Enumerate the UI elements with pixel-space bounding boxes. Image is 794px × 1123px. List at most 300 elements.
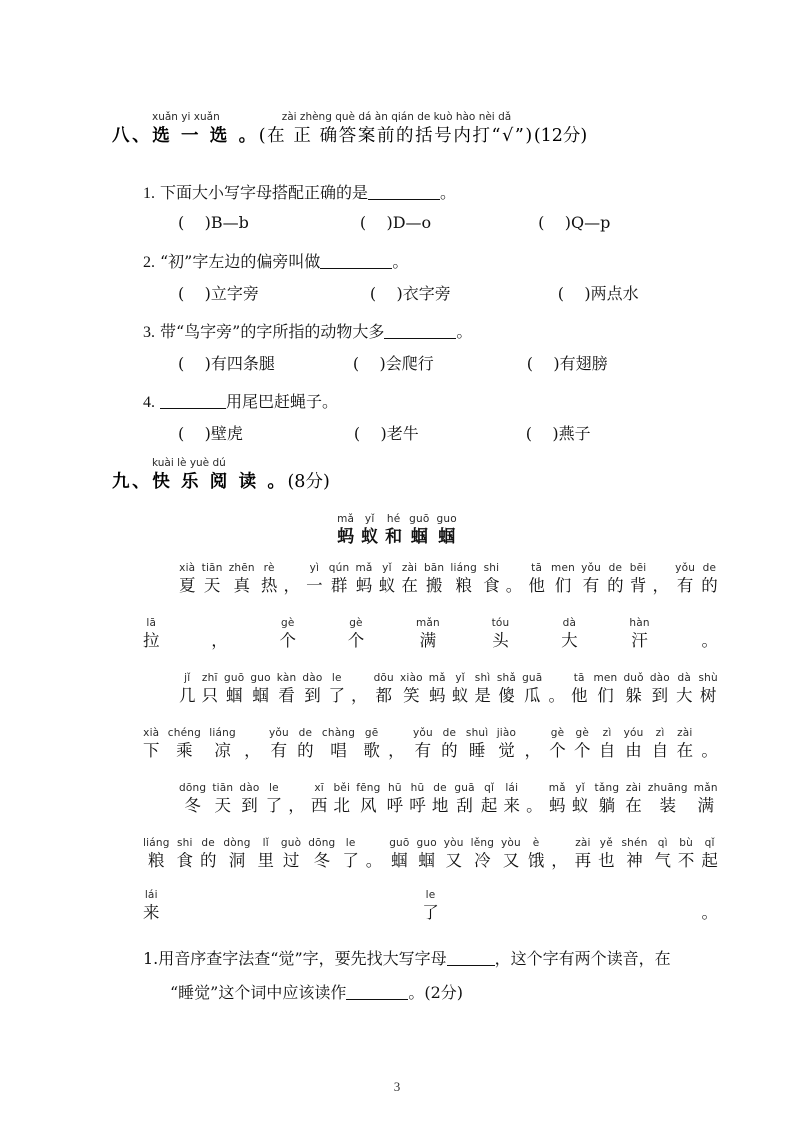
pinyin-hanzi-unit xyxy=(622,837,648,872)
pinyin-hanzi-unit xyxy=(351,672,368,707)
hanzi-character: 个 xyxy=(574,741,591,760)
reading-question-1-text-c: “睡觉”这个词中应该读作 xyxy=(170,983,347,1002)
pinyin-hanzi-unit xyxy=(297,727,314,762)
pinyin-hanzi-unit xyxy=(678,837,695,872)
section-nine-title: 快 乐 阅 读 。 xyxy=(152,472,288,492)
pinyin-hanzi-unit xyxy=(211,617,228,652)
pinyin-syllable: guō xyxy=(409,513,430,525)
section-nine-heading-line xyxy=(112,470,330,495)
hanzi-character: 自 xyxy=(651,741,669,760)
spacer xyxy=(275,352,353,375)
hanzi-character: 唱 xyxy=(330,741,347,760)
hanzi-character: ， xyxy=(388,741,405,760)
pinyin-hanzi-unit xyxy=(625,782,642,817)
pinyin-syllable: chéng xyxy=(167,727,201,739)
pinyin-hanzi-unit xyxy=(650,672,670,707)
pinyin-hanzi-unit xyxy=(575,837,592,872)
pinyin-syllable: guo xyxy=(416,837,437,849)
pinyin-syllable xyxy=(372,837,376,850)
pinyin-hanzi-unit xyxy=(269,727,289,762)
pinyin-hanzi-unit xyxy=(548,672,565,707)
hanzi-character: 冬 xyxy=(184,796,201,815)
hanzi-character: 。 xyxy=(365,851,383,870)
hanzi-character: 真 xyxy=(233,576,250,595)
hanzi-character: 凉 xyxy=(214,741,231,760)
passage-line-content xyxy=(143,837,718,872)
pinyin-syllable: jiào xyxy=(496,727,517,739)
pinyin-hanzi-unit xyxy=(374,672,394,707)
bracket-open: ( xyxy=(178,213,185,232)
pinyin-hanzi-unit xyxy=(481,782,498,817)
pinyin-syllable: zài xyxy=(401,562,418,574)
pinyin-hanzi-unit xyxy=(524,727,541,762)
pinyin-syllable: zhī xyxy=(201,672,218,684)
bracket-close: ) xyxy=(380,424,387,443)
hanzi-character: 地 xyxy=(431,796,449,815)
reading-question-1-text-d: 。(2分) xyxy=(408,983,464,1002)
hanzi-character: 们 xyxy=(554,576,572,595)
question-4-option-1[interactable] xyxy=(178,422,243,445)
section-eight-heading-line xyxy=(112,124,587,149)
pinyin-hanzi-unit xyxy=(701,562,718,597)
section-eight-instruction-pinyin: zài zhèng què dá àn qián de kuò hào nèi dǎ xyxy=(281,111,512,123)
hanzi-character: 大 xyxy=(561,631,578,650)
pinyin-syllable: yě xyxy=(599,837,613,849)
pinyin-hanzi-unit xyxy=(329,562,350,597)
pinyin-syllable: gè xyxy=(280,617,295,629)
pinyin-hanzi-unit xyxy=(143,617,160,652)
question-2-text: “初”字左边的偏旁叫做 xyxy=(160,252,321,271)
pinyin-syllable: bēi xyxy=(629,562,647,574)
hanzi-character: 呼 xyxy=(386,796,404,815)
pinyin-syllable: mǎn xyxy=(415,617,440,629)
pinyin-hanzi-unit xyxy=(574,727,591,762)
question-4-option-3[interactable] xyxy=(526,422,591,445)
pinyin-hanzi-unit xyxy=(653,562,670,597)
spacer xyxy=(243,422,354,445)
section-eight-heading xyxy=(112,111,587,149)
pinyin-hanzi-unit xyxy=(474,672,491,707)
pinyin-hanzi-unit xyxy=(607,562,624,597)
hanzi-character: 又 xyxy=(502,851,520,870)
spacer xyxy=(451,282,558,305)
hanzi-character: 蝈 xyxy=(418,851,435,870)
hanzi-character: 由 xyxy=(625,741,642,760)
passage-title-line xyxy=(337,513,457,548)
pinyin-hanzi-unit xyxy=(694,782,718,817)
bracket-open: ( xyxy=(178,284,185,303)
hanzi-character: 拉 xyxy=(143,631,160,650)
pinyin-hanzi-unit xyxy=(471,837,495,872)
hanzi-character: 饿 xyxy=(527,851,545,870)
reading-question-1-text-a: 用音序查字法查“觉”字，要先找大写字母 xyxy=(158,949,447,968)
pinyin-syllable: yǒu xyxy=(412,727,433,739)
hanzi-character: 瓜 xyxy=(523,686,541,705)
hanzi-character: 起 xyxy=(701,851,718,870)
passage-line-content xyxy=(179,782,718,817)
bracket-close: ) xyxy=(564,213,571,232)
hanzi-character: 刮 xyxy=(456,796,473,815)
bracket-open: ( xyxy=(352,354,360,373)
hanzi-character: 再 xyxy=(574,851,592,870)
hanzi-character: 有 xyxy=(582,576,600,595)
pinyin-syllable: dōng xyxy=(308,837,336,849)
hanzi-character: 蝈 xyxy=(410,527,428,547)
hanzi-character: 的 xyxy=(199,851,217,870)
pinyin-hanzi-unit xyxy=(261,562,278,597)
hanzi-character: 冬 xyxy=(313,851,331,870)
question-2-option-1-label: 立字旁 xyxy=(210,284,259,303)
question-2-number: 2. xyxy=(143,254,155,271)
hanzi-character: 冷 xyxy=(474,851,491,870)
question-2-stem xyxy=(143,250,408,274)
pinyin-syllable xyxy=(533,782,537,795)
pinyin-hanzi-unit xyxy=(422,889,439,924)
hanzi-character: 个 xyxy=(347,631,365,650)
pinyin-syllable: yòu xyxy=(443,837,464,849)
pinyin-hanzi-unit xyxy=(652,727,669,762)
pinyin-hanzi-unit xyxy=(143,837,170,872)
pinyin-hanzi-unit xyxy=(302,672,322,707)
pinyin-hanzi-unit xyxy=(526,782,543,817)
hanzi-character: 有 xyxy=(414,741,432,760)
pinyin-syllable xyxy=(708,617,712,630)
pinyin-syllable: dōng xyxy=(179,782,207,794)
pinyin-syllable: běi xyxy=(333,782,351,794)
question-3-option-2[interactable] xyxy=(353,352,434,375)
pinyin-hanzi-unit xyxy=(284,562,301,597)
pinyin-hanzi-unit xyxy=(501,837,521,872)
pinyin-syllable: dà xyxy=(562,617,577,629)
section-nine-heading xyxy=(112,457,330,495)
pinyin-syllable: men xyxy=(593,672,618,684)
pinyin-syllable: tiān xyxy=(212,782,234,794)
pinyin-syllable: zì xyxy=(602,727,612,739)
hanzi-character: 歌 xyxy=(363,741,380,760)
question-1-blank[interactable] xyxy=(368,199,440,200)
hanzi-character: 了 xyxy=(422,903,439,922)
pinyin-hanzi-unit xyxy=(441,727,458,762)
pinyin-hanzi-unit xyxy=(623,672,643,707)
hanzi-character: 他 xyxy=(570,686,588,705)
hanzi-character: 看 xyxy=(278,686,295,705)
pinyin-syllable: lā xyxy=(146,617,157,629)
pinyin-syllable: qǐ xyxy=(704,837,715,849)
hanzi-character: 蚁 xyxy=(451,686,469,705)
pinyin-syllable: gē xyxy=(364,727,379,739)
pinyin-syllable: zài xyxy=(677,727,693,739)
question-3-option-1-label: 有四条腿 xyxy=(210,354,275,373)
question-1-option-1[interactable] xyxy=(178,211,249,234)
pinyin-syllable: liáng xyxy=(143,837,170,849)
pinyin-hanzi-unit xyxy=(400,672,423,707)
pinyin-syllable: le xyxy=(331,672,342,684)
question-1-number: 1. xyxy=(143,185,155,202)
pinyin-hanzi-unit xyxy=(281,837,301,872)
hanzi-character: 蝈 xyxy=(391,851,408,870)
hanzi-character: 个 xyxy=(549,741,566,760)
spacer xyxy=(434,352,527,375)
reading-question-1-line-1 xyxy=(143,946,671,972)
hanzi-character: 蝈 xyxy=(438,527,456,547)
pinyin-hanzi-unit xyxy=(581,562,601,597)
hanzi-character: 风 xyxy=(360,796,377,815)
pinyin-syllable: dào xyxy=(649,672,670,684)
hanzi-character: 蝈 xyxy=(225,686,243,705)
pinyin-syllable: yǒu xyxy=(268,727,289,739)
reading-question-1-blank-2[interactable] xyxy=(346,999,408,1000)
hanzi-character: 到 xyxy=(304,686,321,705)
pinyin-hanzi-unit xyxy=(429,672,446,707)
bracket-close: ) xyxy=(553,354,560,373)
bracket-close: ) xyxy=(204,284,211,303)
section-nine-title-pinyin: kuài lè yuè dú xyxy=(152,457,226,469)
pinyin-syllable: guō xyxy=(389,837,410,849)
hanzi-character: 粮 xyxy=(455,576,472,595)
pinyin-hanzi-unit xyxy=(306,562,323,597)
hanzi-character: ， xyxy=(652,576,670,595)
question-2-option-1[interactable] xyxy=(178,282,259,305)
pinyin-syllable: jǐ xyxy=(184,672,191,684)
page-number: 3 xyxy=(393,1079,401,1094)
question-3-option-3-label: 有翅膀 xyxy=(559,354,608,373)
question-3-blank[interactable] xyxy=(384,338,456,339)
pinyin-syllable: xià xyxy=(179,562,196,574)
pinyin-syllable xyxy=(395,727,399,740)
pinyin-hanzi-unit xyxy=(654,837,671,872)
reading-question-1-blank-1[interactable] xyxy=(447,965,495,966)
hanzi-character: 树 xyxy=(699,686,717,705)
hanzi-character: 蚁 xyxy=(571,796,589,815)
section-eight-pinyin-row xyxy=(112,111,587,124)
pinyin-hanzi-unit xyxy=(258,837,275,872)
pinyin-syllable: tǎng xyxy=(594,782,620,794)
pinyin-syllable xyxy=(295,782,299,795)
question-1-option-2-label: D—o xyxy=(392,213,432,232)
question-3-stem xyxy=(143,320,472,344)
bracket-close: ) xyxy=(386,213,393,232)
pinyin-syllable: de xyxy=(201,837,215,849)
hanzi-character: ， xyxy=(351,686,368,705)
passage-line-content xyxy=(179,672,718,707)
pinyin-syllable: fēng xyxy=(356,782,381,794)
question-2-option-2[interactable] xyxy=(370,282,451,305)
pinyin-hanzi-unit xyxy=(356,782,380,817)
section-eight-title-pinyin: xuǎn yi xuǎn xyxy=(152,111,220,123)
pinyin-syllable: yǐ xyxy=(364,513,375,525)
hanzi-character: 头 xyxy=(492,631,509,650)
pinyin-syllable: shù xyxy=(698,672,718,684)
hanzi-character: 满 xyxy=(697,796,714,815)
pinyin-syllable: hàn xyxy=(629,617,650,629)
pinyin-hanzi-unit xyxy=(629,617,649,652)
hanzi-character: 。 xyxy=(526,796,543,815)
pinyin-hanzi-unit xyxy=(179,782,206,817)
pinyin-syllable: de xyxy=(608,562,623,574)
pinyin-syllable: yǒu xyxy=(581,562,601,574)
pinyin-hanzi-unit xyxy=(675,562,695,597)
pinyin-syllable: shì xyxy=(474,672,491,684)
question-4-options xyxy=(178,422,591,445)
pinyin-syllable: guò xyxy=(280,837,302,849)
question-3-option-3[interactable] xyxy=(527,352,608,375)
pinyin-syllable xyxy=(358,672,362,685)
question-4-stem xyxy=(143,390,338,414)
bracket-close: ) xyxy=(204,424,211,443)
hanzi-character: 气 xyxy=(654,851,671,870)
question-2-options xyxy=(178,282,639,305)
pinyin-syllable xyxy=(708,727,712,740)
pinyin-hanzi-unit xyxy=(424,562,444,597)
pinyin-syllable: liáng xyxy=(450,562,478,574)
hanzi-character: 觉 xyxy=(498,741,515,760)
pinyin-hanzi-unit xyxy=(497,672,516,707)
pinyin-hanzi-unit xyxy=(244,727,261,762)
hanzi-character: 躺 xyxy=(598,796,616,815)
passage-title xyxy=(0,513,794,548)
hanzi-character: ， xyxy=(283,576,301,595)
hanzi-character: 在 xyxy=(676,741,694,760)
pinyin-syllable: lǐ xyxy=(262,837,269,849)
hanzi-character: 食 xyxy=(176,851,194,870)
hanzi-character: 夏 xyxy=(179,576,196,595)
section-nine-score: (8分) xyxy=(287,472,330,492)
pinyin-hanzi-unit xyxy=(337,513,354,548)
question-2-blank[interactable] xyxy=(320,268,392,269)
bracket-open: ( xyxy=(369,284,377,303)
hanzi-character: 蚁 xyxy=(378,576,396,595)
pinyin-syllable: zhēn xyxy=(228,562,255,574)
question-2-option-3-label: 两点水 xyxy=(590,284,639,303)
hanzi-character: 有 xyxy=(676,576,694,595)
pinyin-hanzi-unit xyxy=(698,672,717,707)
bracket-close: ) xyxy=(552,424,559,443)
spacer xyxy=(419,422,526,445)
pinyin-hanzi-unit xyxy=(177,837,194,872)
pinyin-syllable: lái xyxy=(144,889,158,901)
pinyin-syllable: gè xyxy=(550,727,565,739)
pinyin-hanzi-unit xyxy=(528,837,545,872)
reading-question-1-number: 1. xyxy=(143,949,159,968)
question-4-text: 用尾巴赶蝇子。 xyxy=(226,392,339,411)
pinyin-syllable: yǐ xyxy=(382,562,392,574)
hanzi-character: 到 xyxy=(651,686,669,705)
hanzi-character: 有 xyxy=(270,741,288,760)
question-1-option-2[interactable] xyxy=(360,211,431,234)
pinyin-syllable xyxy=(251,727,255,740)
hanzi-character: 自 xyxy=(598,741,616,760)
question-1-option-3-label: Q—p xyxy=(571,213,611,232)
hanzi-character: 蚂 xyxy=(429,686,446,705)
question-4-option-1-label: 壁虎 xyxy=(210,424,243,443)
pinyin-syllable: guō xyxy=(224,672,245,684)
question-3-period: 。 xyxy=(456,322,473,341)
hanzi-character: 。 xyxy=(701,741,718,760)
hanzi-character: 群 xyxy=(330,576,348,595)
bracket-close: ) xyxy=(204,213,211,232)
pinyin-syllable: zài xyxy=(625,782,642,794)
passage-line-content xyxy=(143,617,718,652)
question-1-stem xyxy=(143,181,456,205)
hanzi-character: 背 xyxy=(629,576,647,595)
pinyin-hanzi-unit xyxy=(388,727,405,762)
pinyin-hanzi-unit xyxy=(311,782,328,817)
pinyin-hanzi-unit xyxy=(551,837,568,872)
question-4-blank[interactable] xyxy=(160,408,226,409)
question-4-option-2-label: 老牛 xyxy=(386,424,419,443)
question-3-option-2-label: 会爬行 xyxy=(385,354,434,373)
question-2-option-3[interactable] xyxy=(558,282,639,305)
pinyin-hanzi-unit xyxy=(549,727,566,762)
hanzi-character: ， xyxy=(288,796,305,815)
pinyin-syllable: guā xyxy=(522,672,543,684)
pinyin-syllable: guo xyxy=(436,513,457,525)
hanzi-character: 大 xyxy=(675,686,693,705)
section-eight-score: (12分) xyxy=(533,126,588,146)
pinyin-hanzi-unit xyxy=(361,513,378,548)
question-1-option-3[interactable] xyxy=(538,211,610,234)
hanzi-character: 西 xyxy=(310,796,328,815)
pinyin-syllable: de xyxy=(442,727,457,739)
bracket-close: ) xyxy=(204,354,211,373)
pinyin-hanzi-unit xyxy=(229,562,255,597)
pinyin-hanzi-unit xyxy=(333,782,350,817)
passage-line xyxy=(179,782,718,817)
hanzi-character: 食 xyxy=(483,576,500,595)
hanzi-character: 们 xyxy=(597,686,614,705)
pinyin-hanzi-unit xyxy=(444,837,464,872)
hanzi-character: 搬 xyxy=(425,576,443,595)
hanzi-character: 个 xyxy=(279,631,296,650)
pinyin-syllable: guo xyxy=(250,672,271,684)
pinyin-hanzi-unit xyxy=(561,617,578,652)
question-4-number: 4. xyxy=(143,394,155,411)
pinyin-syllable: yǐ xyxy=(455,672,465,684)
hanzi-character: 了 xyxy=(328,686,346,705)
passage-line xyxy=(179,562,718,597)
question-3-text: 带“鸟字旁”的字所指的动物大多 xyxy=(160,322,385,341)
pinyin-syllable xyxy=(218,617,222,630)
pinyin-hanzi-unit xyxy=(599,727,616,762)
pinyin-syllable: le xyxy=(345,837,356,849)
pinyin-syllable: zài xyxy=(575,837,591,849)
question-1-option-1-label: B—b xyxy=(210,213,249,232)
pinyin-syllable xyxy=(531,727,535,740)
pinyin-syllable: bù xyxy=(679,837,694,849)
pinyin-syllable: yǒu xyxy=(675,562,696,574)
spacer xyxy=(431,211,538,234)
passage-line xyxy=(179,672,718,707)
question-3-number: 3. xyxy=(143,324,155,341)
hanzi-character: 粮 xyxy=(148,851,165,870)
pinyin-hanzi-unit xyxy=(279,617,296,652)
question-3-option-1[interactable] xyxy=(178,352,275,375)
hanzi-character: 是 xyxy=(474,686,491,705)
question-4-option-2[interactable] xyxy=(354,422,419,445)
pinyin-hanzi-unit xyxy=(416,617,440,652)
pinyin-hanzi-unit xyxy=(239,782,259,817)
pinyin-hanzi-unit xyxy=(209,727,236,762)
pinyin-syllable: de xyxy=(433,782,447,794)
reading-question-1-line-2 xyxy=(170,980,463,1006)
pinyin-hanzi-unit xyxy=(366,837,383,872)
pinyin-syllable: qún xyxy=(328,562,350,574)
pinyin-syllable: dào xyxy=(239,782,260,794)
pinyin-syllable: guā xyxy=(454,782,475,794)
hanzi-character: 了 xyxy=(342,851,359,870)
pinyin-hanzi-unit xyxy=(522,672,542,707)
pinyin-syllable: tiān xyxy=(201,562,223,574)
